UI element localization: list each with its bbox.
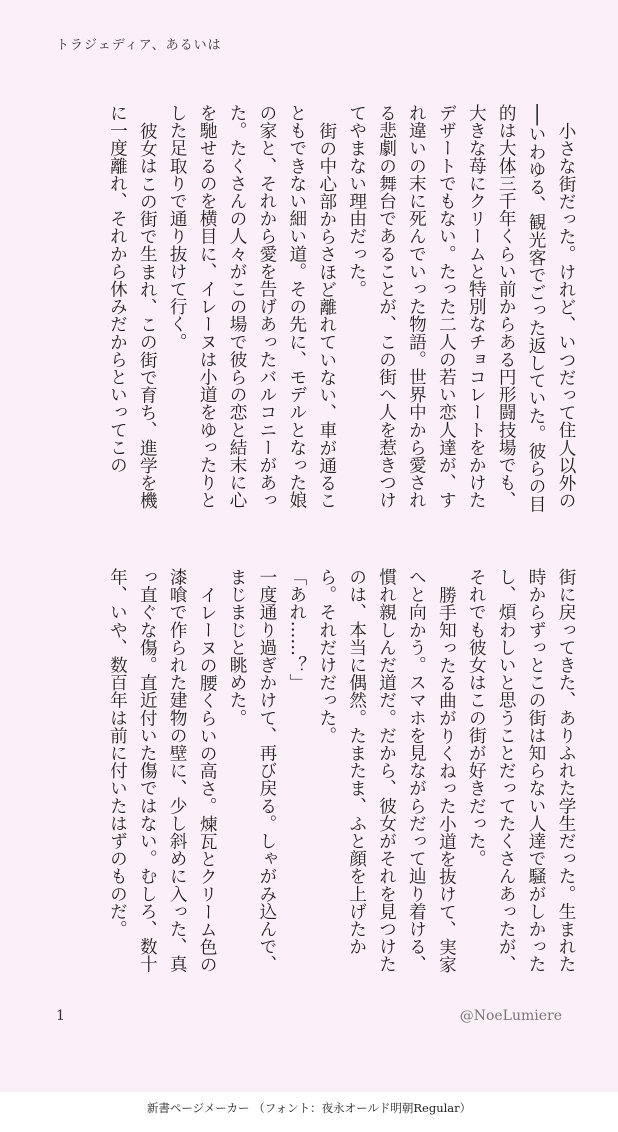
dialogue: 「あれ……？」 — [286, 568, 307, 692]
paragraph: 彼女はこの街で生まれ、この街で育ち、進学を機に一度離れ、それから休みだからといってこの — [107, 104, 158, 509]
paragraph: 街に戻ってきた、ありふれた学生だった。生まれた時からずっとこの街は知らない人達で騒がしかったし、煩わしいと思うことだってたくさんあったが、それでも彼女はこの街が好きだった。 — [466, 568, 576, 973]
generator-credit: 新書ページメーカー （フォント：夜永オールド明朝Regular） — [146, 1101, 472, 1115]
paragraph: 勝手知ったる曲がりくねった小道を抜けて、実家へと向かう。スマホを見ながらだって辿り着ける、慣れ親しんだ道だ。だから、彼女がそれを見つけたのは、本当に偶然。たまたま、ふと顔を上げたから。それだけだった。 — [316, 568, 457, 973]
paragraph: 小さな街だった。けれど、いつだって住人以外の──いわゆる、観光客でごった返していた。彼らの目的は大体三千年くらい前からある円形闘技場でも、大きな苺にクリームと特別なチョコレートをかけたデザートでもない。たった二人の若い恋人達が、すれ違いの末に死んでいった物語。世界中から愛される悲劇の舞台であることが、この街へ人を惹きつけてやまない理由だった。 — [346, 104, 576, 513]
paragraph: 街の中心部からさほど離れていない、車が通ることもできない細い道。その先に、モデルとなった娘の家と、それから愛を告げあったバルコニーがあった。たくさんの人々がこの場で彼らの恋と結末に心を馳せるのを横目に、イレーヌは小道をゆったりとした足取りで通り抜けて行く。 — [167, 104, 337, 509]
author-handle: @NoeLumiere — [459, 1008, 562, 1024]
running-title: トラジェディア、あるいは — [56, 38, 222, 53]
page-number: 1 — [56, 1008, 65, 1024]
paragraph: 一度通り過ぎかけて、再び戻る。しゃがみ込んで、まじまじと眺めた。 — [227, 568, 277, 973]
paragraph: イレーヌの腰くらいの高さ。煉瓦とクリーム色の漆喰で作られた建物の壁に、少し斜めに入った、真っ直ぐな傷。直近付いた傷ではない。むしろ、数十年、いや、数百年は前に付いたはずのものだ。 — [107, 568, 218, 973]
text-block-top — [49, 104, 580, 522]
text-block-bottom — [49, 568, 580, 986]
